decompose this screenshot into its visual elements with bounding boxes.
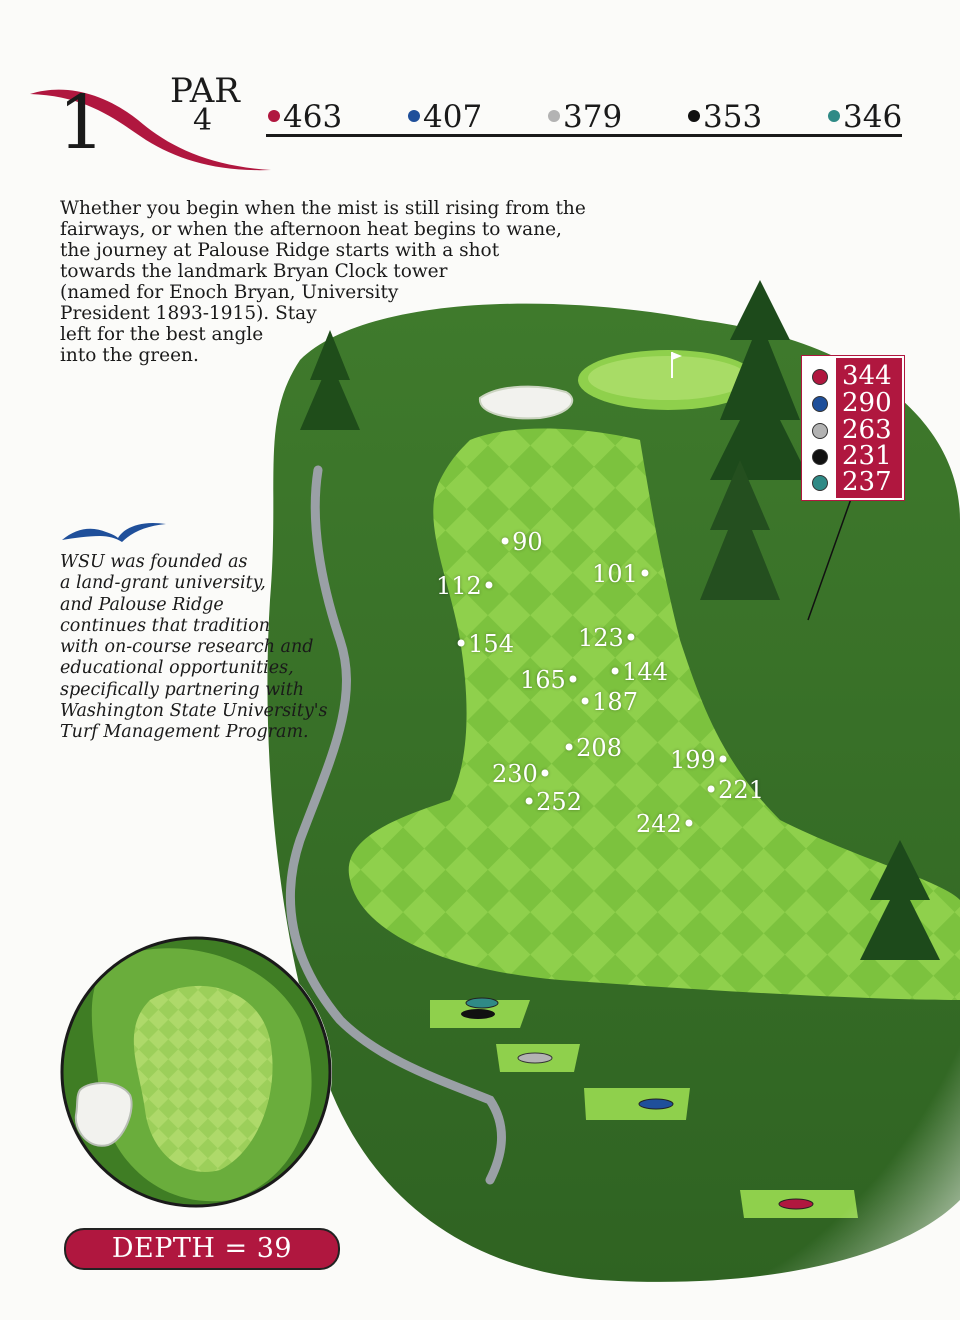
yardage-marker: 123• <box>578 624 638 652</box>
tee-dot-icon <box>812 475 828 491</box>
yardage-marker: •252 <box>522 788 582 816</box>
tee-dot-icon <box>812 396 828 412</box>
note-line: educational opportunities, <box>60 658 294 679</box>
yardage-marker: 101• <box>592 560 652 588</box>
note-line: Turf Management Program. <box>60 722 309 743</box>
tee-dot-icon <box>828 110 840 122</box>
yardage-marker: 165• <box>520 666 580 694</box>
tee-yardage-bar <box>266 100 902 137</box>
tee-silver: 379 <box>548 100 622 134</box>
yardage-marker: •144 <box>608 658 668 686</box>
yardage-marker: •90 <box>498 528 543 556</box>
note-line: with on-course research and <box>60 637 314 658</box>
hazard-yardage-teal: 237 <box>804 468 902 494</box>
yardage-marker: •187 <box>578 688 638 716</box>
note-line: a land-grant university, <box>60 573 266 594</box>
description-line: President 1893-1915). Stay <box>60 303 317 324</box>
description-line: fairways, or when the afternoon heat begins to wane, <box>60 219 562 240</box>
yardage-marker: •221 <box>704 776 764 804</box>
green-detail-inset <box>60 936 332 1208</box>
description-line: the journey at Palouse Ridge starts with a shot <box>60 240 500 261</box>
tee-dot-icon <box>812 369 828 385</box>
tee-dot-icon <box>812 423 828 439</box>
tee-teal: 346 <box>828 100 902 134</box>
note-line: specifically partnering with <box>60 679 305 700</box>
yardage-marker: •208 <box>562 734 622 762</box>
description-line: left for the best angle <box>60 324 264 345</box>
tee-black: 353 <box>688 100 762 134</box>
wsu-sidebar-note <box>60 552 360 744</box>
hazard-yardage-silver: 263 <box>804 416 902 442</box>
tee-dot-icon <box>408 110 420 122</box>
tee-dot-icon <box>548 110 560 122</box>
yardage-marker: 230• <box>492 760 552 788</box>
green-depth-label: DEPTH = 39 <box>64 1228 340 1270</box>
note-line: and Palouse Ridge <box>60 594 224 615</box>
yardage-marker: 199• <box>670 746 730 774</box>
bird-logo-icon <box>60 520 168 544</box>
hole-number: 1 <box>58 80 106 166</box>
hole-description <box>60 198 590 366</box>
tee-blue: 407 <box>408 100 482 134</box>
yardage-marker: 112• <box>436 572 496 600</box>
note-line: Washington State University's <box>60 701 328 722</box>
description-line: towards the landmark Bryan Clock tower <box>60 261 448 282</box>
yardage-marker: 242• <box>636 810 696 838</box>
tee-dot-icon <box>688 110 700 122</box>
description-line: into the green. <box>60 345 199 366</box>
description-line: Whether you begin when the mist is still rising from the <box>60 198 586 219</box>
note-line: continues that tradition <box>60 615 271 636</box>
hazard-yardage-red: 344 <box>804 362 902 388</box>
tee-dot-icon <box>812 449 828 465</box>
hazard-yardage-blue: 290 <box>804 389 902 415</box>
tee-red: 463 <box>268 100 342 134</box>
hazard-yardage-black: 231 <box>804 442 902 468</box>
description-line: (named for Enoch Bryan, University <box>60 282 399 303</box>
yardage-marker: •154 <box>454 630 514 658</box>
par-label: PAR <box>170 71 240 111</box>
note-line: WSU was founded as <box>60 552 248 572</box>
hazard-yardage-box <box>802 356 904 500</box>
par-value: 4 <box>193 103 213 138</box>
tee-dot-icon <box>268 110 280 122</box>
